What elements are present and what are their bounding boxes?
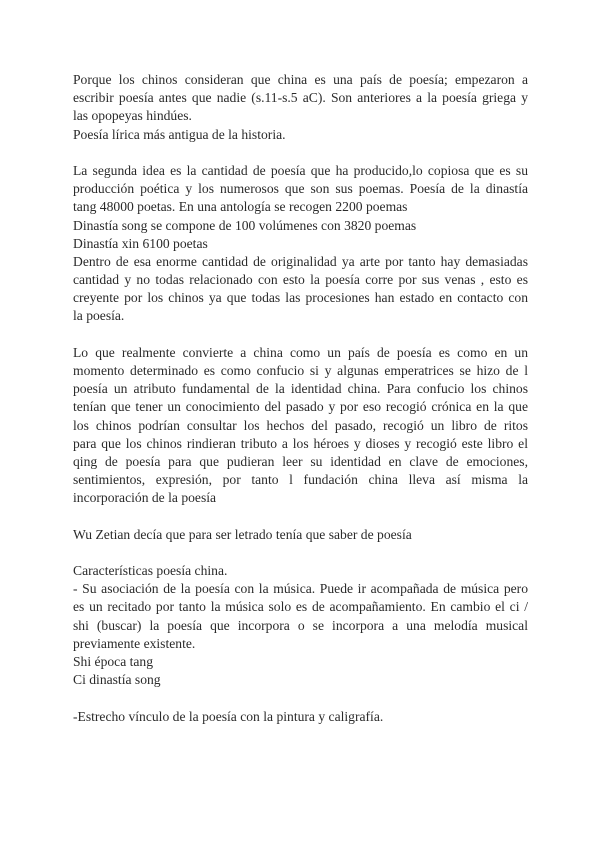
text-line: -Estrecho vínculo de la poesía con la pintura y caligrafía. bbox=[73, 708, 384, 724]
text-line: cantidad y no todas relacionado con esto la poesía corre por sus venas , esto es bbox=[73, 272, 528, 288]
text-line: producción poética y los numerosos que son sus poemas. Poesía de la dinastía bbox=[73, 181, 528, 197]
text-line: Dinastía song se compone de 100 volúmenes con 3820 poemas bbox=[73, 217, 417, 233]
text-line: tang 48000 poetas. En una antología se recogen 2200 poemas bbox=[73, 199, 408, 215]
text-line: creyente por los chinos ya que todas las procesiones han estado en contacto con bbox=[73, 290, 528, 306]
text-line: Lo que realmente convierte a china como un país de poesía es como en un bbox=[73, 344, 528, 360]
text-line: Porque los chinos consideran que china es una país de poesía; empezaron a bbox=[73, 72, 528, 87]
text-line: la poesía. bbox=[73, 308, 125, 324]
text-line: escribir poesía antes que nadie (s.11-s.5 aC). Son anteriores a la poesía griega y bbox=[73, 90, 528, 106]
text-line: La segunda idea es la cantidad de poesía que ha producido,lo copiosa que es su bbox=[73, 162, 528, 178]
paragraph-characteristics bbox=[73, 562, 528, 689]
text-line: momento determinado es como confucio si y algunas emperatrices se hizo de l bbox=[73, 363, 528, 378]
text-line: - Su asociación de la poesía con la música. Puede ir acompañada de música pero bbox=[73, 581, 528, 597]
paragraph-gap bbox=[73, 544, 528, 562]
paragraph-oldest-lyric bbox=[73, 126, 528, 144]
text-line: poesía un atributo fundamental de la identidad china. Para confucio los chinos bbox=[73, 381, 528, 397]
document-body bbox=[73, 71, 528, 726]
paragraph-gap bbox=[73, 326, 528, 344]
paragraph-gap bbox=[73, 689, 528, 707]
paragraph-painting-calligraphy bbox=[73, 708, 528, 726]
text-line: Poesía lírica más antigua de la historia. bbox=[73, 126, 286, 142]
text-line: shi (buscar) la poesía que incorpora o se incorpora a una melodía musical bbox=[73, 617, 528, 633]
text-line: Dinastía xin 6100 poetas bbox=[73, 235, 208, 251]
text-line: Shi época tang bbox=[73, 654, 154, 669]
paragraph-confucius bbox=[73, 344, 528, 508]
text-line: sentimientos, expresión, por tanto l fundación china lleva así misma la bbox=[73, 472, 528, 488]
paragraph-gap bbox=[73, 144, 528, 162]
text-line: Ci dinastía song bbox=[73, 672, 161, 688]
section-heading: Características poesía china. bbox=[73, 563, 228, 579]
paragraph-quantity bbox=[73, 162, 528, 326]
text-line: Wu Zetian decía que para ser letrado tenía que saber de poesía bbox=[73, 526, 412, 542]
paragraph-gap bbox=[73, 508, 528, 526]
text-line: los chinos podrían consultar los hechos del pasado, recogió un libro de ritos bbox=[73, 417, 528, 433]
paragraph-wu-zetian bbox=[73, 526, 528, 544]
text-line: Dentro de esa enorme cantidad de originalidad ya arte por tanto hay demasiadas bbox=[73, 253, 528, 269]
text-line: previamente existente. bbox=[73, 635, 196, 651]
text-line: incorporación de la poesía bbox=[73, 490, 217, 506]
text-line: tenían que tener un conocimiento del pasado y por eso recogió crónica en la que bbox=[73, 399, 528, 415]
text-line: las opopeyas hindúes. bbox=[73, 108, 192, 124]
paragraph-poetry-country bbox=[73, 71, 528, 126]
text-line: es un recitado por tanto la música solo es de acompañamiento. En cambio el ci / bbox=[73, 599, 528, 615]
text-line: qing de poesía para que pudieran leer su identidad en clave de emociones, bbox=[73, 453, 528, 469]
text-line: para que los chinos rindieran tributo a los héroes y dioses y recogió este libro el bbox=[73, 435, 528, 451]
